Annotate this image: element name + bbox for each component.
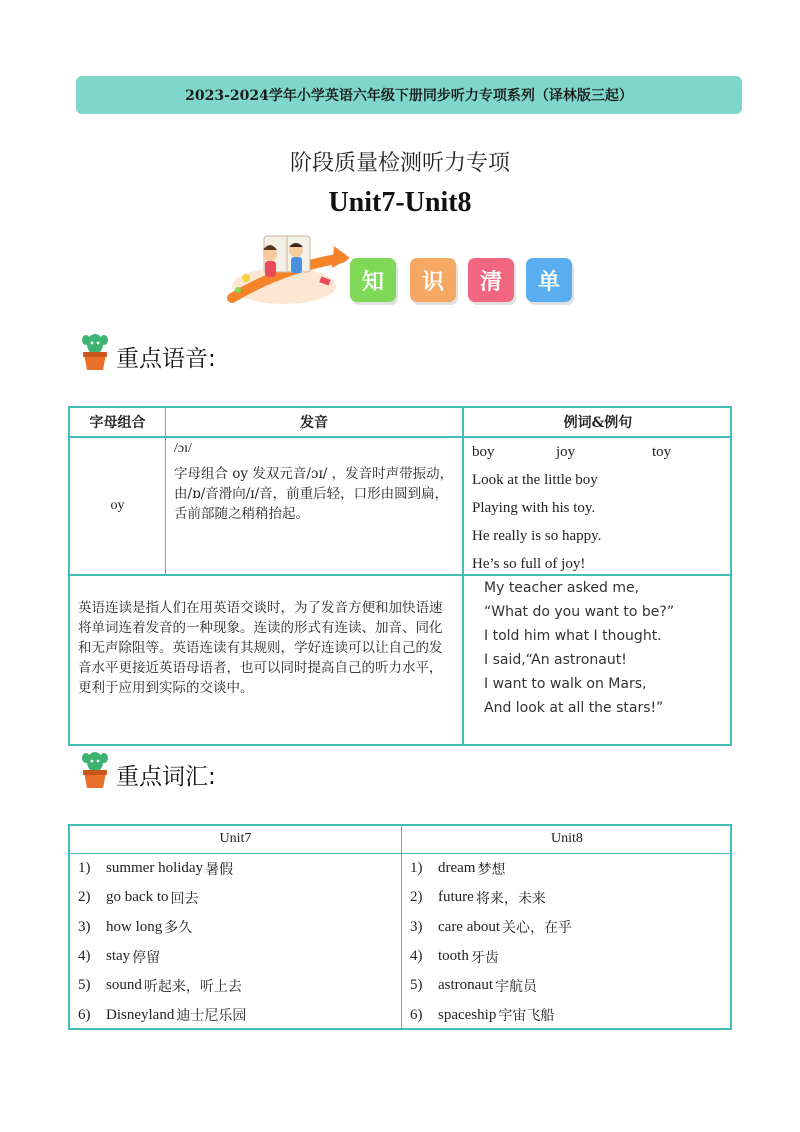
- item-word: Disneyland: [106, 1006, 175, 1023]
- poem-line: I said,“An astronaut!: [484, 652, 627, 668]
- letters-oy: oy: [70, 438, 166, 576]
- item-meaning: 回去: [170, 890, 199, 907]
- item-number: 4): [78, 948, 91, 965]
- vocab-table: [68, 824, 732, 1030]
- poem-line: And look at all the stars!”: [484, 700, 664, 716]
- item-word: go back to: [106, 889, 169, 906]
- tile-zhi: 知: [350, 258, 396, 302]
- list-item: [70, 971, 401, 1000]
- item-number: 1): [410, 860, 423, 877]
- vocab-header-unit8: Unit8: [402, 826, 732, 854]
- liaison-explanation-cell: [70, 576, 464, 744]
- list-item: [402, 883, 732, 912]
- page-title-chinese: 阶段质量检测听力专项: [289, 151, 510, 176]
- item-meaning: 梦想: [477, 861, 506, 878]
- item-meaning: 暑假: [205, 861, 234, 878]
- item-word: spaceship: [438, 1006, 497, 1023]
- page-title-units: Unit7-Unit8: [328, 187, 472, 218]
- item-word: summer holiday: [106, 860, 204, 877]
- item-number: 6): [410, 1006, 423, 1023]
- poem-line: My teacher asked me,: [484, 580, 640, 596]
- example-sentence: Look at the little boy: [472, 472, 598, 488]
- pronunciation-description: 字母组合 oy 发双元音/ɔɪ/ ，发音时声带振动，由/ɒ/音滑向/ɪ/音，前重后轻，口形由圆到扁，舌前部随之稍稍抬起。: [174, 466, 454, 522]
- list-item: [70, 913, 401, 942]
- section-vocab-title: 重点词汇:: [116, 763, 216, 790]
- tile-qing: 清: [468, 258, 514, 302]
- item-meaning: 宇航员: [494, 978, 537, 995]
- item-meaning: 宇宙飞船: [498, 1008, 555, 1025]
- item-meaning: 牙齿: [470, 949, 499, 966]
- example-word: toy: [652, 444, 672, 460]
- list-item: [402, 913, 732, 942]
- example-sentence: Playing with his toy.: [472, 500, 596, 516]
- item-word: dream: [438, 860, 476, 877]
- item-word: how long: [106, 918, 163, 935]
- item-number: 1): [78, 860, 91, 877]
- vocab-list-unit8: [402, 854, 732, 1030]
- list-item: [70, 883, 401, 912]
- reading-kids-illustration: [222, 228, 352, 308]
- ipa-symbol: /ɔɪ/: [174, 441, 192, 456]
- vocab-list-unit7: [70, 854, 402, 1030]
- liaison-poem-cell: [464, 576, 732, 744]
- example-word: boy: [472, 444, 495, 460]
- item-number: 4): [410, 948, 423, 965]
- series-banner: 2023-2024学年小学英语六年级下册同步听力专项系列（译林版三起）: [76, 76, 742, 114]
- poem-line: I told him what I thought.: [484, 628, 662, 644]
- example-sentence: He really is so happy.: [472, 528, 602, 544]
- example-word: joy: [556, 444, 576, 460]
- item-number: 5): [78, 977, 91, 994]
- liaison-explanation: 英语连读是指人们在用英语交谈时，为了发音方便和加快语速将单词连着发音的一种现象。连读的形式有连读、加音、同化和无声除阻等。英语连读有其规则，学好连读可以让自己的发音水平更接近英语母语者，也可以同时提高自己的听力水平，更利于应用到实际的交谈中。: [78, 600, 443, 696]
- tile-dan: 单: [526, 258, 572, 302]
- item-word: sound: [106, 977, 142, 994]
- list-item: [402, 942, 732, 971]
- item-word: astronaut: [438, 977, 493, 994]
- item-word: care about: [438, 918, 501, 935]
- item-meaning: 迪士尼乐园: [176, 1008, 247, 1025]
- item-meaning: 将来，未来: [475, 890, 546, 907]
- list-item: [402, 854, 732, 883]
- list-item: [402, 971, 732, 1000]
- item-word: future: [438, 889, 474, 906]
- item-meaning: 停留: [132, 949, 161, 966]
- item-word: tooth: [438, 948, 469, 965]
- phonics-table: [68, 406, 732, 746]
- list-item: [70, 942, 401, 971]
- item-meaning: 关心，在乎: [502, 920, 573, 937]
- list-item: [70, 1000, 401, 1029]
- section-phonics-heading: [80, 332, 216, 372]
- item-number: 3): [78, 918, 91, 935]
- item-meaning: 听起来，听上去: [143, 978, 242, 995]
- section-phonics-title: 重点语音:: [116, 345, 216, 372]
- item-number: 6): [78, 1006, 91, 1023]
- examples-cell: [464, 438, 732, 576]
- poem-line: “What do you want to be?”: [484, 604, 675, 620]
- item-number: 5): [410, 977, 423, 994]
- item-number: 2): [410, 889, 423, 906]
- example-sentence: He’s so full of joy!: [472, 556, 586, 572]
- section-vocab-heading: [80, 750, 216, 790]
- tile-shi: 识: [410, 258, 456, 302]
- vocab-header-unit7: Unit7: [70, 826, 402, 854]
- item-number: 2): [78, 889, 91, 906]
- header-examples: 例词&例句: [464, 408, 732, 438]
- cactus-icon: [80, 332, 110, 372]
- item-meaning: 多久: [164, 920, 193, 937]
- header-letter-combination: 字母组合: [70, 408, 166, 438]
- pronunciation-cell: [166, 438, 464, 576]
- item-word: stay: [106, 948, 131, 965]
- header-pronunciation: 发音: [166, 408, 464, 438]
- cactus-icon: [80, 750, 110, 790]
- list-item: [70, 854, 401, 883]
- item-number: 3): [410, 918, 423, 935]
- example-words: [472, 438, 732, 466]
- list-item: [402, 1000, 732, 1029]
- poem-line: I want to walk on Mars,: [484, 676, 647, 692]
